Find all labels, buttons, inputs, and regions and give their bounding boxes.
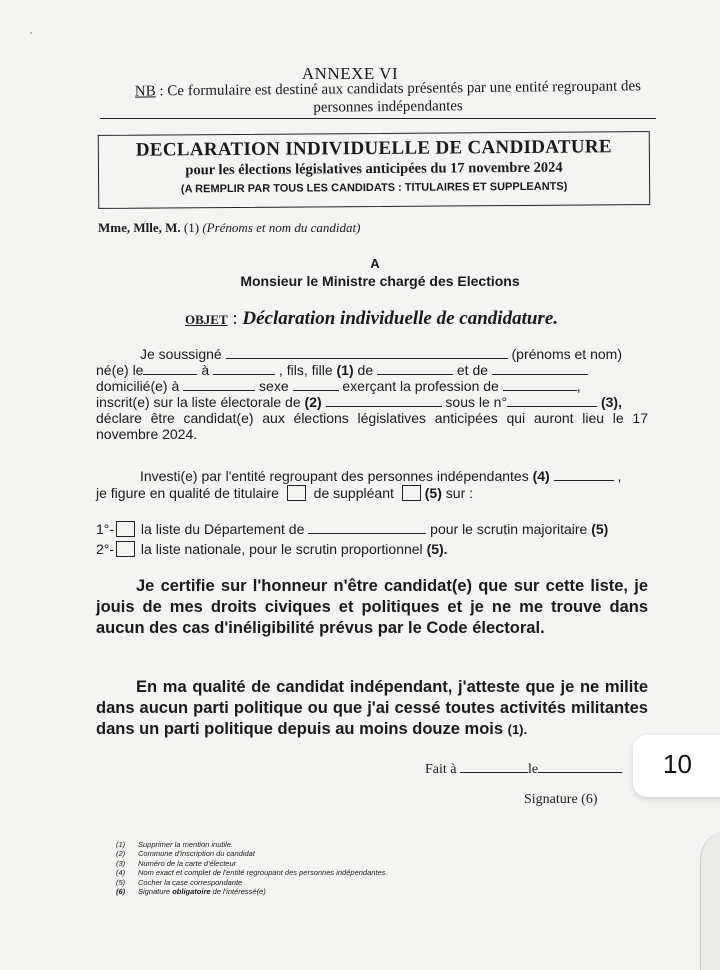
addressee-a: A [370,256,380,271]
profession-field[interactable] [503,378,577,391]
decl-text: domicilié(e) à [96,378,184,394]
attestation-text: En ma qualité de candidat indépendant, j'atteste que je ne milite dans aucun parti politique ou que j'ai cessé toutes activités militantes dans un parti politique depuis au moins douze mois [96,678,648,738]
decl-ref: (3), [597,394,622,410]
investiture-block [96,468,648,502]
nb-label: NB [134,83,156,100]
departement-field[interactable] [308,521,426,534]
decl-text: de [353,362,377,378]
inv-text: sur : [441,485,474,501]
list-ref: (5) [591,521,609,537]
decl-text: et de [453,362,492,378]
decl-text: (prénoms et nom) [507,346,622,362]
civility-ref: (1) [180,220,203,235]
footnote: (1) Supprimer la mention inutile. [116,840,234,849]
decl-text: sous le n° [441,394,508,410]
civility-hint: (Prénoms et nom du candidat) [202,220,361,235]
page-number-badge[interactable] [633,735,720,797]
electoral-list-field[interactable] [326,394,442,407]
decl-text: né(e) le [96,362,144,378]
inv-ref: (4) [532,468,550,484]
inv-text: Investi(e) par l'entité regroupant des personnes indépendantes [140,468,533,484]
decl-text: , [576,378,581,394]
decl-text: à [197,362,214,378]
name-field[interactable] [226,346,508,359]
lists-block [96,519,648,559]
inv-ref: (5) [424,485,442,501]
signature-label: Signature (6) [524,792,598,807]
departement-list-checkbox[interactable] [116,521,135,537]
form-subtitle: pour les élections législatives anticipées du 17 novembre 2024 [185,159,563,179]
footnotes [116,840,388,896]
civility-label: Mme, Mlle, M. [98,220,181,235]
objet-label: OBJET [185,312,228,327]
suppleant-checkbox[interactable] [402,485,421,501]
father-field[interactable] [377,362,453,375]
footnote: (3) Numéro de la carte d'électeur [116,858,237,868]
certify-text: Je certifie sur l'honneur n'être candidat(e) que sur cette liste, je jouis de mes droits civiques et politiques et je ne me trouve dans aucun des cas d'inéligibilité prévus par le Code électoral. [96,577,648,637]
sex-field[interactable] [293,378,339,391]
fait-date-field[interactable] [538,760,622,773]
nb-underline [100,118,656,119]
decl-ref: (1) [336,362,354,378]
form-instruction: (A REMPLIR PAR TOUS LES CANDIDATS : TITULAIRES ET SUPPLEANTS) [180,180,568,196]
annexe-title: ANNEXE VI [301,64,399,83]
decl-text: Je soussigné [140,346,226,362]
declaration-statement: déclare être candidat(e) aux élections législatives anticipées qui auront lieu le 17 novembre 2024. [96,410,648,442]
list-text: la liste nationale, pour le scrutin proportionnel [137,541,427,557]
list-text: la liste du Département de [137,521,309,537]
declaration-block [96,346,648,442]
inv-text: de suppléant [309,485,398,501]
page-curl [700,830,720,970]
footnote: (2) Commune d'inscription du candidat [116,849,255,859]
list-number: 2°- [96,541,115,557]
decl-text: exerçant la profession de [338,378,503,394]
decl-text: inscrit(e) sur la liste électorale de [96,394,305,410]
fait-place-field[interactable] [460,760,528,773]
national-list-checkbox[interactable] [116,541,135,557]
title-box [98,131,651,209]
objet-colon: : [227,308,243,329]
decl-text: sexe [255,378,293,394]
attestation-ref: (1). [507,722,528,737]
footnote: (5) Cocher la case correspondante [116,877,243,887]
honor-certification [96,576,648,639]
addressee-minister: Monsieur le Ministre chargé des Elections [240,273,520,289]
objet-text: Déclaration individuelle de candidature. [242,308,559,329]
address-field[interactable] [183,378,255,391]
scan-speck [30,32,32,34]
inv-text: je figure en qualité de titulaire [96,485,283,501]
footnote: (4) Nom exact et complet de l'entité regroupant des personnes indépendantes. [116,868,388,878]
le-label: le [528,762,539,777]
decl-text: , fils, fille [275,362,337,378]
entity-field[interactable] [554,468,614,481]
independent-attestation [96,677,648,740]
nb-text: : Ce formulaire est destiné aux candidats présentés par une entité regroupant des personnes indépendantes [155,78,642,116]
footnote: (6) Signature obligatoire de l'intéressé(e) [116,887,266,897]
nb-note [118,77,658,119]
titulaire-checkbox[interactable] [287,485,306,501]
civility-line [98,220,360,236]
form-title: DECLARATION INDIVIDUELLE DE CANDIDATURE [135,136,612,161]
fait-label: Fait à [425,762,460,777]
mother-field[interactable] [492,362,588,375]
birth-place-field[interactable] [213,362,275,375]
voter-number-field[interactable] [507,394,597,407]
list-text: pour le scrutin majoritaire [426,521,592,537]
list-number: 1°- [96,521,115,537]
page-number: 10 [663,749,692,779]
inv-text: , [613,468,622,484]
fait-line [425,760,622,778]
decl-ref: (2) [304,394,322,410]
list-ref: (5). [426,541,448,557]
birth-date-field[interactable] [143,362,197,375]
objet-line [185,308,558,330]
